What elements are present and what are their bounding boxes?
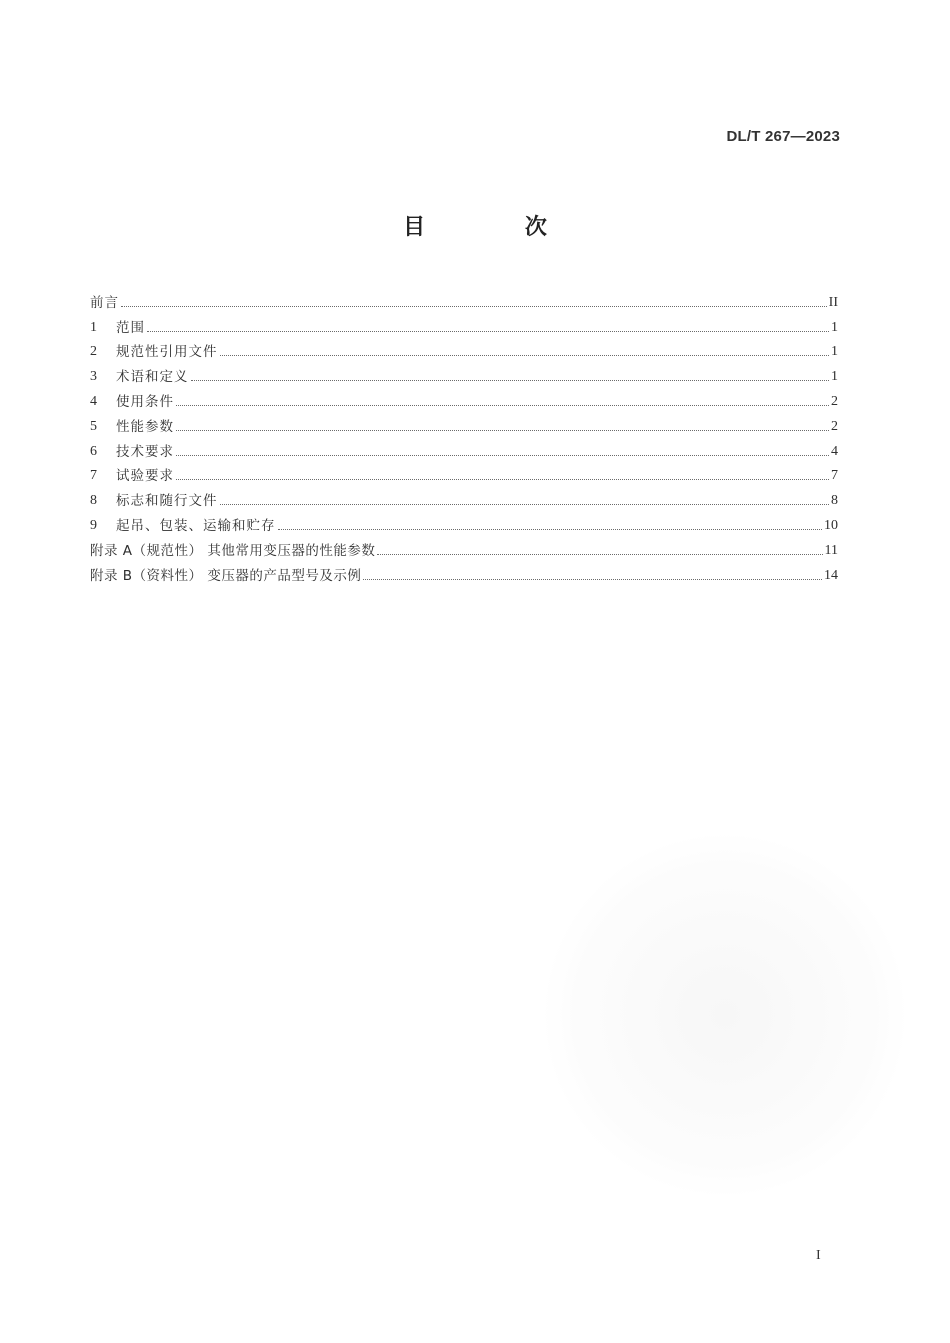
toc-entry-page: 2 (831, 418, 838, 434)
toc-entry-technical-requirements[interactable] (90, 436, 838, 461)
toc-entry-scope[interactable] (90, 312, 838, 337)
toc-entry-page: II (828, 294, 838, 310)
toc-title: 目 次 (403, 215, 593, 240)
toc-entry-performance-parameters[interactable] (90, 411, 838, 436)
toc-entry-title: 标志和随行文件 (116, 493, 218, 510)
table-of-contents (90, 287, 838, 585)
toc-entry-number: 6 (90, 443, 97, 459)
toc-entry-title: 术语和定义 (116, 369, 189, 386)
toc-entry-terms-definitions[interactable] (90, 361, 838, 386)
toc-entry-page: 7 (831, 468, 838, 484)
toc-entry-page: 2 (831, 393, 838, 409)
toc-entry-number: 3 (90, 369, 97, 385)
toc-leader-dots (147, 330, 829, 332)
toc-entry-test-requirements[interactable] (90, 461, 838, 486)
toc-entry-number: 8 (90, 493, 97, 509)
toc-entry-title: 附录 A（规范性） 其他常用变压器的性能参数 (90, 542, 376, 559)
toc-entry-page: 11 (824, 542, 838, 558)
toc-leader-dots (176, 454, 829, 456)
toc-entry-title: 附录 B（资料性） 变压器的产品型号及示例 (90, 567, 362, 584)
toc-leader-dots (176, 404, 829, 406)
toc-leader-dots (191, 379, 830, 381)
toc-entry-title: 试验要求 (116, 468, 174, 485)
toc-entry-foreword[interactable] (90, 287, 838, 312)
document-code: DL/T 267—2023 (726, 128, 840, 145)
toc-entry-page: 4 (831, 443, 838, 459)
toc-entry-number: 2 (90, 344, 97, 360)
toc-entry-number: 5 (90, 418, 97, 434)
toc-entry-lifting-packing-transport-storage[interactable] (90, 510, 838, 535)
toc-entry-title: 前言 (90, 294, 119, 311)
toc-entry-page: 14 (824, 567, 838, 583)
toc-leader-dots (121, 305, 827, 307)
toc-entry-page: 1 (831, 319, 838, 335)
toc-leader-dots (176, 429, 829, 431)
page-number: I (816, 1248, 821, 1263)
toc-entry-number: 1 (90, 319, 97, 335)
toc-entry-marking-documents[interactable] (90, 485, 838, 510)
toc-leader-dots (278, 528, 823, 530)
toc-leader-dots (176, 478, 829, 480)
toc-entry-annex-b[interactable] (90, 560, 838, 585)
toc-entry-title: 规范性引用文件 (116, 344, 218, 361)
toc-entry-page: 8 (831, 493, 838, 509)
toc-entry-page: 10 (824, 517, 838, 533)
toc-entry-annex-a[interactable] (90, 535, 838, 560)
toc-entry-title: 范围 (116, 319, 145, 336)
toc-leader-dots (377, 553, 822, 555)
toc-entry-title: 使用条件 (116, 393, 174, 410)
toc-entry-number: 7 (90, 468, 97, 484)
toc-entry-title: 技术要求 (116, 443, 174, 460)
toc-entry-page: 1 (831, 369, 838, 385)
toc-leader-dots (220, 503, 830, 505)
toc-entry-normative-references[interactable] (90, 337, 838, 362)
toc-entry-title: 起吊、包装、运输和贮存 (116, 517, 276, 534)
toc-entry-title: 性能参数 (116, 418, 174, 435)
toc-entry-number: 4 (90, 393, 97, 409)
toc-leader-dots (363, 578, 822, 580)
toc-entry-page: 1 (831, 344, 838, 360)
background-watermark (545, 835, 905, 1195)
toc-leader-dots (220, 354, 830, 356)
toc-entry-service-conditions[interactable] (90, 386, 838, 411)
toc-entry-number: 9 (90, 517, 97, 533)
